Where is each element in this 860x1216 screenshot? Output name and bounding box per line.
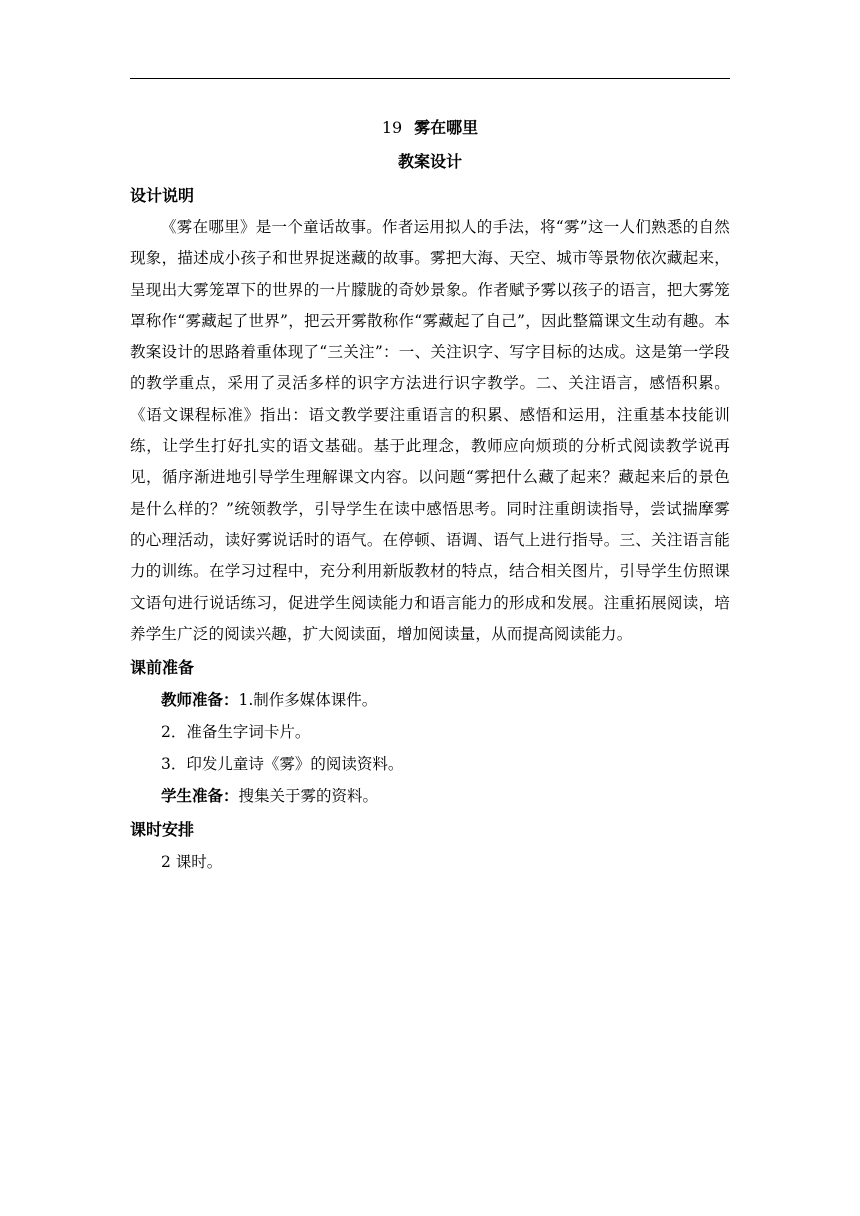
teacher-prep-item-3: 3．印发儿童诗《雾》的阅读资料。 (161, 755, 404, 774)
design-notes-heading: 设计说明 (130, 186, 195, 205)
lesson-title-text: 雾在哪里 (414, 118, 479, 137)
student-prep-line (130, 780, 730, 812)
lesson-number: 19 (381, 118, 403, 137)
teacher-prep-item-2: 2．准备生字词卡片。 (161, 723, 311, 742)
schedule-heading: 课时安排 (130, 820, 195, 840)
design-notes-paragraph: 《雾在哪里》是一个童话故事。作者运用拟人的手法，将“雾”这一人们熟悉的自然现象，描述成小孩子和世界捉迷藏的故事。雾把大海、天空、城市等景物依次藏起来，呈现出大雾笼罩下的世界的一片朦胧的奇妙景象。作者赋予雾以孩子的语言，把大雾笼罩称作“雾藏起了世界”，把云开雾散称作“雾藏起了自己”，因此整篇课文生动有趣。本教案设计的思路着重体现了“三关注”：一、关注识字、写字目标的达成。这是第一学段的教学重点，采用了灵活多样的识字方法进行识字教学。二、关注语言，感悟积累。《语文课程标准》指出：语文教学要注重语言的积累、感悟和运用，注重基本技能训练，让学生打好扎实的语文基础。基于此理念，教师应向烦琐的分析式阅读教学说再见，循序渐进地引导学生理解课文内容。以问题“雾把什么藏了起来？藏起来后的景色是什么样的？”统领教学，引导学生在读中感悟思考。同时注重朗读指导，尝试揣摩雾的心理活动，读好雾说话时的语气。在停顿、语调、语气上进行指导。三、关注语言能力的训练。在学习过程中，充分利用新版教材的特点，结合相关图片，引导学生仿照课文语句进行说话练习，促进学生阅读能力和语言能力的形成和发展。注重拓展阅读，培养学生广泛的阅读兴趣，扩大阅读面，增加阅读量，从而提高阅读能力。 (130, 218, 730, 643)
preparation-heading: 课前准备 (130, 658, 195, 678)
lesson-title (130, 112, 730, 144)
lesson-subtitle: 教案设计 (397, 152, 462, 171)
document-body (130, 112, 730, 878)
schedule-text: 2 课时。 (161, 853, 223, 872)
header-rule (130, 78, 730, 79)
teacher-prep-label: 教师准备： (161, 691, 239, 710)
student-prep-item: 搜集关于雾的资料。 (238, 787, 379, 806)
student-prep-label: 学生准备： (161, 787, 239, 806)
teacher-prep-line (130, 684, 730, 716)
teacher-prep-item-1: 1.制作多媒体课件。 (238, 691, 378, 710)
